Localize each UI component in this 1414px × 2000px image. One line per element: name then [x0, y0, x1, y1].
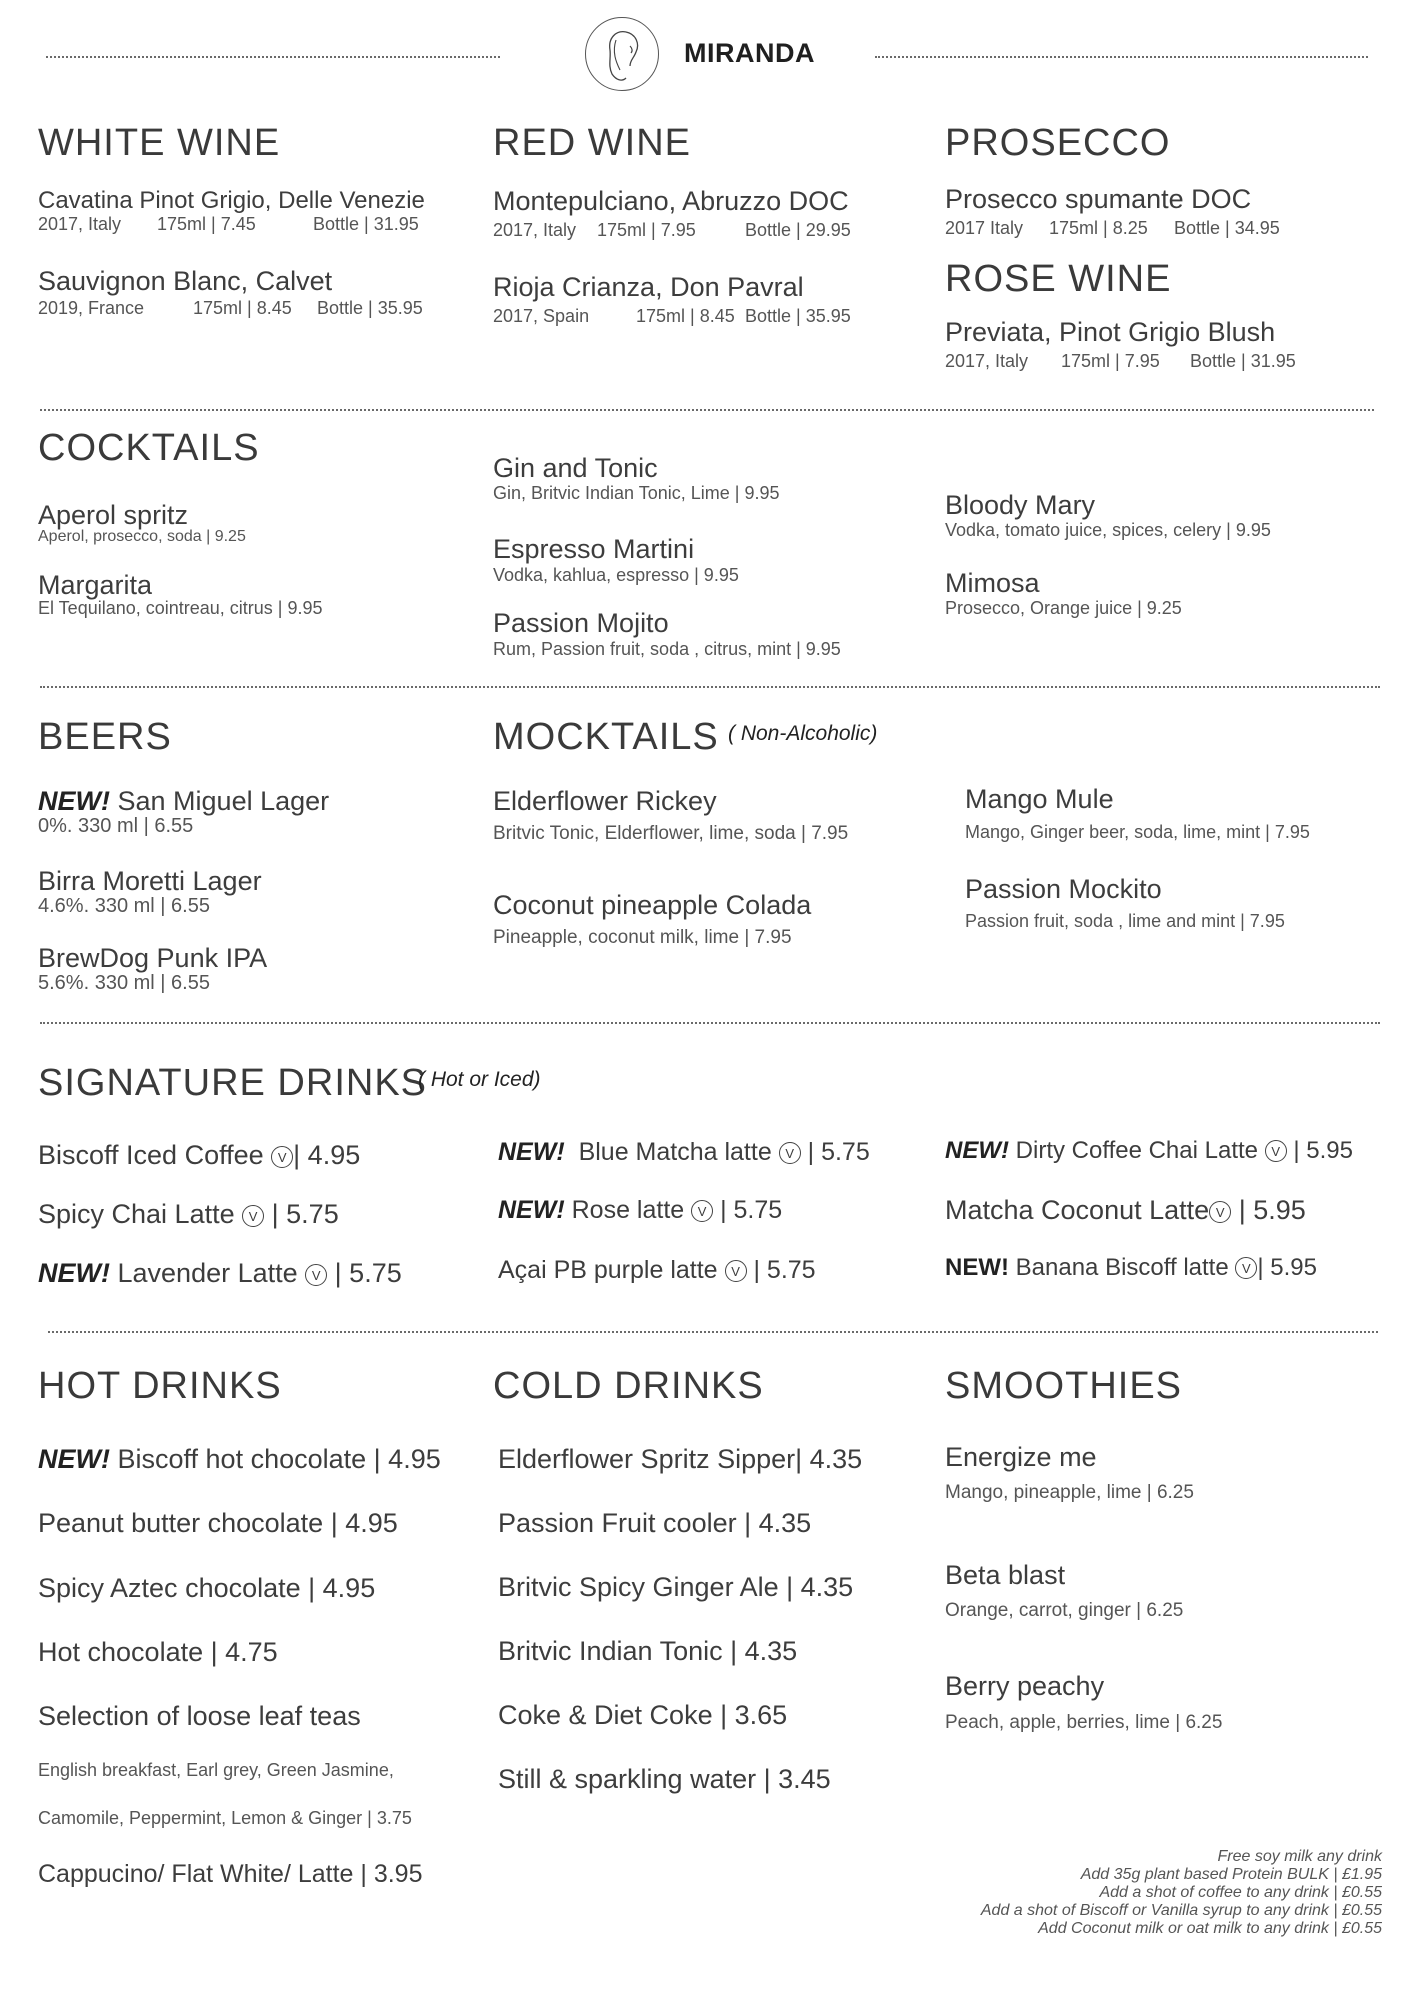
beer-name: BrewDog Punk IPA	[38, 943, 268, 973]
cocktail-detail: Vodka, tomato juice, spices, celery | 9.95	[945, 520, 1271, 540]
wine-glass-price: 175ml | 8.25	[1049, 218, 1148, 238]
hot-drink-text: Biscoff hot chocolate | 4.95	[117, 1444, 441, 1474]
cold-drink-item: Britvic Spicy Ginger Ale | 4.35	[498, 1572, 854, 1602]
section-divider	[40, 1022, 1380, 1024]
cocktail-detail: Rum, Passion fruit, soda , citrus, mint | 9.95	[493, 639, 841, 659]
footnote: Free soy milk any drink	[1217, 1848, 1382, 1865]
wine-bottle-price: Bottle | 34.95	[1174, 218, 1280, 238]
cocktail-detail: Gin, Britvic Indian Tonic, Lime | 9.95	[493, 483, 780, 503]
section-title-cold-drinks: COLD DRINKS	[493, 1365, 764, 1407]
wine-glass-price: 175ml | 7.95	[597, 220, 696, 240]
signature-item-price: | 5.95	[1293, 1137, 1353, 1164]
wine-name: Montepulciano, Abruzzo DOC	[493, 186, 849, 216]
signature-item-name: Dirty Coffee Chai Latte	[1015, 1137, 1258, 1164]
wine-origin: 2017, Italy	[493, 220, 577, 240]
hot-drink-item: Selection of loose leaf teas	[38, 1701, 361, 1731]
signature-item	[945, 1137, 1353, 1165]
signature-item-name: Lavender Latte	[117, 1258, 298, 1288]
new-badge: NEW!	[945, 1254, 1009, 1281]
header-divider-left	[46, 56, 500, 58]
footnote: Add Coconut milk or oat milk to any drink | £0.55	[1038, 1920, 1382, 1937]
mocktail-detail: Passion fruit, soda , lime and mint | 7.95	[965, 911, 1285, 931]
cold-drink-item: Passion Fruit cooler | 4.35	[498, 1508, 812, 1538]
cocktail-name: Passion Mojito	[493, 608, 669, 638]
signature-item-price: | 5.75	[720, 1196, 783, 1224]
mocktail-detail: Britvic Tonic, Elderflower, lime, soda | 7.95	[493, 823, 849, 844]
signature-item-price: | 4.95	[293, 1140, 361, 1170]
signature-item	[498, 1256, 816, 1285]
mocktail-detail: Pineapple, coconut milk, lime | 7.95	[493, 927, 792, 948]
vegan-icon: V	[1265, 1140, 1287, 1162]
cocktail-detail: Vodka, kahlua, espresso | 9.95	[493, 565, 739, 585]
smoothie-detail: Orange, carrot, ginger | 6.25	[945, 1600, 1184, 1621]
vegan-icon: V	[242, 1205, 264, 1227]
section-note: ( Hot or Iced)	[418, 1068, 541, 1091]
signature-item-name: Matcha Coconut Latte	[945, 1195, 1210, 1225]
vegan-icon: V	[1209, 1201, 1231, 1223]
mocktail-name: Coconut pineapple Colada	[493, 890, 812, 920]
wine-bottle-price: Bottle | 35.95	[317, 298, 423, 318]
wine-origin: 2019, France	[38, 298, 145, 318]
signature-item	[498, 1196, 782, 1225]
wine-glass-price: 175ml | 8.45	[193, 298, 292, 318]
cocktail-name: Gin and Tonic	[493, 453, 658, 483]
new-badge: NEW!	[498, 1196, 565, 1224]
vegan-icon: V	[691, 1200, 713, 1222]
mocktail-name: Mango Mule	[965, 784, 1114, 814]
section-title-smoothies: SMOOTHIES	[945, 1365, 1183, 1407]
wine-name: Rioja Crianza, Don Pavral	[493, 272, 804, 302]
wine-origin: 2017 Italy	[945, 218, 1024, 238]
signature-item-name: Spicy Chai Latte	[38, 1199, 235, 1229]
cocktail-name: Bloody Mary	[945, 490, 1096, 520]
header-divider-right	[875, 56, 1368, 58]
signature-item	[945, 1195, 1306, 1226]
signature-item-price: | 5.75	[753, 1256, 816, 1284]
cocktail-detail: Aperol, prosecco, soda | 9.25	[38, 528, 246, 545]
wine-name: Cavatina Pinot Grigio, Delle Venezie	[38, 187, 425, 214]
smoothie-name: Energize me	[945, 1442, 1097, 1472]
section-title-red-wine: RED WINE	[493, 122, 691, 164]
smoothie-name: Berry peachy	[945, 1671, 1105, 1701]
cocktail-name: Espresso Martini	[493, 534, 695, 564]
section-title-cocktails: COCKTAILS	[38, 427, 260, 469]
wine-item	[38, 187, 425, 215]
section-note: ( Non-Alcoholic)	[728, 722, 878, 745]
beer-detail: 4.6%. 330 ml | 6.55	[38, 895, 210, 917]
signature-item	[945, 1254, 1317, 1282]
hot-drink-item: Cappucino/ Flat White/ Latte | 3.95	[38, 1860, 423, 1888]
cocktail-name: Aperol spritz	[38, 500, 189, 530]
signature-item	[498, 1138, 870, 1167]
smoothie-name: Beta blast	[945, 1560, 1066, 1590]
signature-item-name: Blue Matcha latte	[578, 1138, 772, 1166]
footnote: Add a shot of coffee to any drink | £0.55	[1099, 1884, 1382, 1901]
smoothie-detail: Mango, pineapple, lime | 6.25	[945, 1482, 1194, 1503]
new-badge: NEW!	[38, 1258, 110, 1288]
tea-list: Camomile, Peppermint, Lemon & Ginger | 3.75	[38, 1808, 412, 1828]
section-title-rose-wine: ROSE WINE	[945, 258, 1172, 300]
cold-drink-item: Britvic Indian Tonic | 4.35	[498, 1636, 798, 1666]
section-divider	[40, 409, 1374, 411]
signature-item-price: | 5.75	[807, 1138, 870, 1166]
wine-origin: 2017, Italy	[945, 351, 1029, 371]
footnote: Add 35g plant based Protein BULK | £1.95	[1080, 1866, 1382, 1883]
wine-bottle-price: Bottle | 31.95	[1190, 351, 1296, 371]
cold-drink-item: Elderflower Spritz Sipper| 4.35	[498, 1444, 863, 1474]
signature-item-price: | 5.95	[1238, 1195, 1306, 1225]
signature-item-name: Banana Biscoff latte	[1015, 1254, 1229, 1281]
signature-item	[38, 1199, 339, 1230]
signature-item	[38, 1140, 360, 1171]
hot-drink-item: Peanut butter chocolate | 4.95	[38, 1508, 398, 1538]
new-badge: NEW!	[38, 1444, 110, 1474]
wine-name: Prosecco spumante DOC	[945, 184, 1252, 214]
beer-name	[38, 786, 329, 817]
brand-name: MIRANDA	[684, 38, 815, 68]
cold-drink-item: Still & sparkling water | 3.45	[498, 1764, 831, 1794]
signature-item	[38, 1258, 402, 1289]
wine-bottle-price: Bottle | 29.95	[745, 220, 851, 240]
signature-item-price: | 5.75	[271, 1199, 339, 1229]
wine-glass-price: 175ml | 7.95	[1061, 351, 1160, 371]
new-badge: NEW!	[498, 1138, 565, 1166]
hot-drink-item: Spicy Aztec chocolate | 4.95	[38, 1573, 376, 1603]
tea-list: English breakfast, Earl grey, Green Jasmine,	[38, 1760, 394, 1780]
signature-item-price: | 5.95	[1257, 1254, 1317, 1281]
beer-name-text: San Miguel Lager	[117, 786, 330, 816]
logo-icon	[585, 17, 659, 91]
section-title-hot-drinks: HOT DRINKS	[38, 1365, 282, 1407]
mocktail-name: Elderflower Rickey	[493, 786, 717, 816]
signature-item-price: | 5.75	[334, 1258, 402, 1288]
new-badge: NEW!	[945, 1137, 1009, 1164]
footnote: Add a shot of Biscoff or Vanilla syrup to any drink | £0.55	[980, 1902, 1382, 1919]
section-title-prosecco: PROSECCO	[945, 122, 1171, 164]
section-divider	[48, 1331, 1378, 1333]
new-badge: NEW!	[38, 786, 110, 816]
beer-detail: 0%. 330 ml | 6.55	[38, 815, 194, 837]
wine-origin: 2017, Italy	[38, 214, 122, 234]
section-title-signature: SIGNATURE DRINKS	[38, 1062, 428, 1104]
cocktail-detail: El Tequilano, cointreau, citrus | 9.95	[38, 598, 323, 618]
section-title-white-wine: WHITE WINE	[38, 122, 281, 164]
hot-drink-item	[38, 1444, 441, 1475]
section-title-beers: BEERS	[38, 716, 172, 758]
hot-drink-item: Hot chocolate | 4.75	[38, 1637, 278, 1667]
vegan-icon: V	[305, 1264, 327, 1286]
vegan-icon: V	[271, 1146, 293, 1168]
wine-bottle-price: Bottle | 35.95	[745, 306, 851, 326]
wine-glass-price: 175ml | 8.45	[636, 306, 735, 326]
mocktail-detail: Mango, Ginger beer, soda, lime, mint | 7.95	[965, 822, 1310, 842]
vegan-icon: V	[779, 1142, 801, 1164]
cocktail-name: Mimosa	[945, 568, 1040, 598]
smoothie-detail: Peach, apple, berries, lime | 6.25	[945, 1712, 1223, 1733]
section-divider	[40, 686, 1380, 688]
wine-name: Sauvignon Blanc, Calvet	[38, 266, 333, 296]
beer-name: Birra Moretti Lager	[38, 866, 262, 896]
wine-glass-price: 175ml | 7.45	[157, 214, 256, 234]
wine-origin: 2017, Spain	[493, 306, 590, 326]
cocktail-detail: Prosecco, Orange juice | 9.25	[945, 598, 1182, 618]
beer-detail: 5.6%. 330 ml | 6.55	[38, 972, 210, 994]
section-title-mocktails: MOCKTAILS	[493, 716, 719, 758]
signature-item-name: Rose latte	[571, 1196, 685, 1224]
wine-bottle-price: Bottle | 31.95	[313, 214, 419, 234]
wine-name: Previata, Pinot Grigio Blush	[945, 317, 1276, 347]
cocktail-name: Margarita	[38, 570, 153, 600]
cold-drink-item: Coke & Diet Coke | 3.65	[498, 1700, 788, 1730]
vegan-icon: V	[1235, 1257, 1257, 1279]
signature-item-name: Biscoff Iced Coffee	[38, 1140, 264, 1170]
mocktail-name: Passion Mockito	[965, 874, 1162, 904]
vegan-icon: V	[725, 1260, 747, 1282]
signature-item-name: Açai PB purple latte	[498, 1256, 718, 1284]
